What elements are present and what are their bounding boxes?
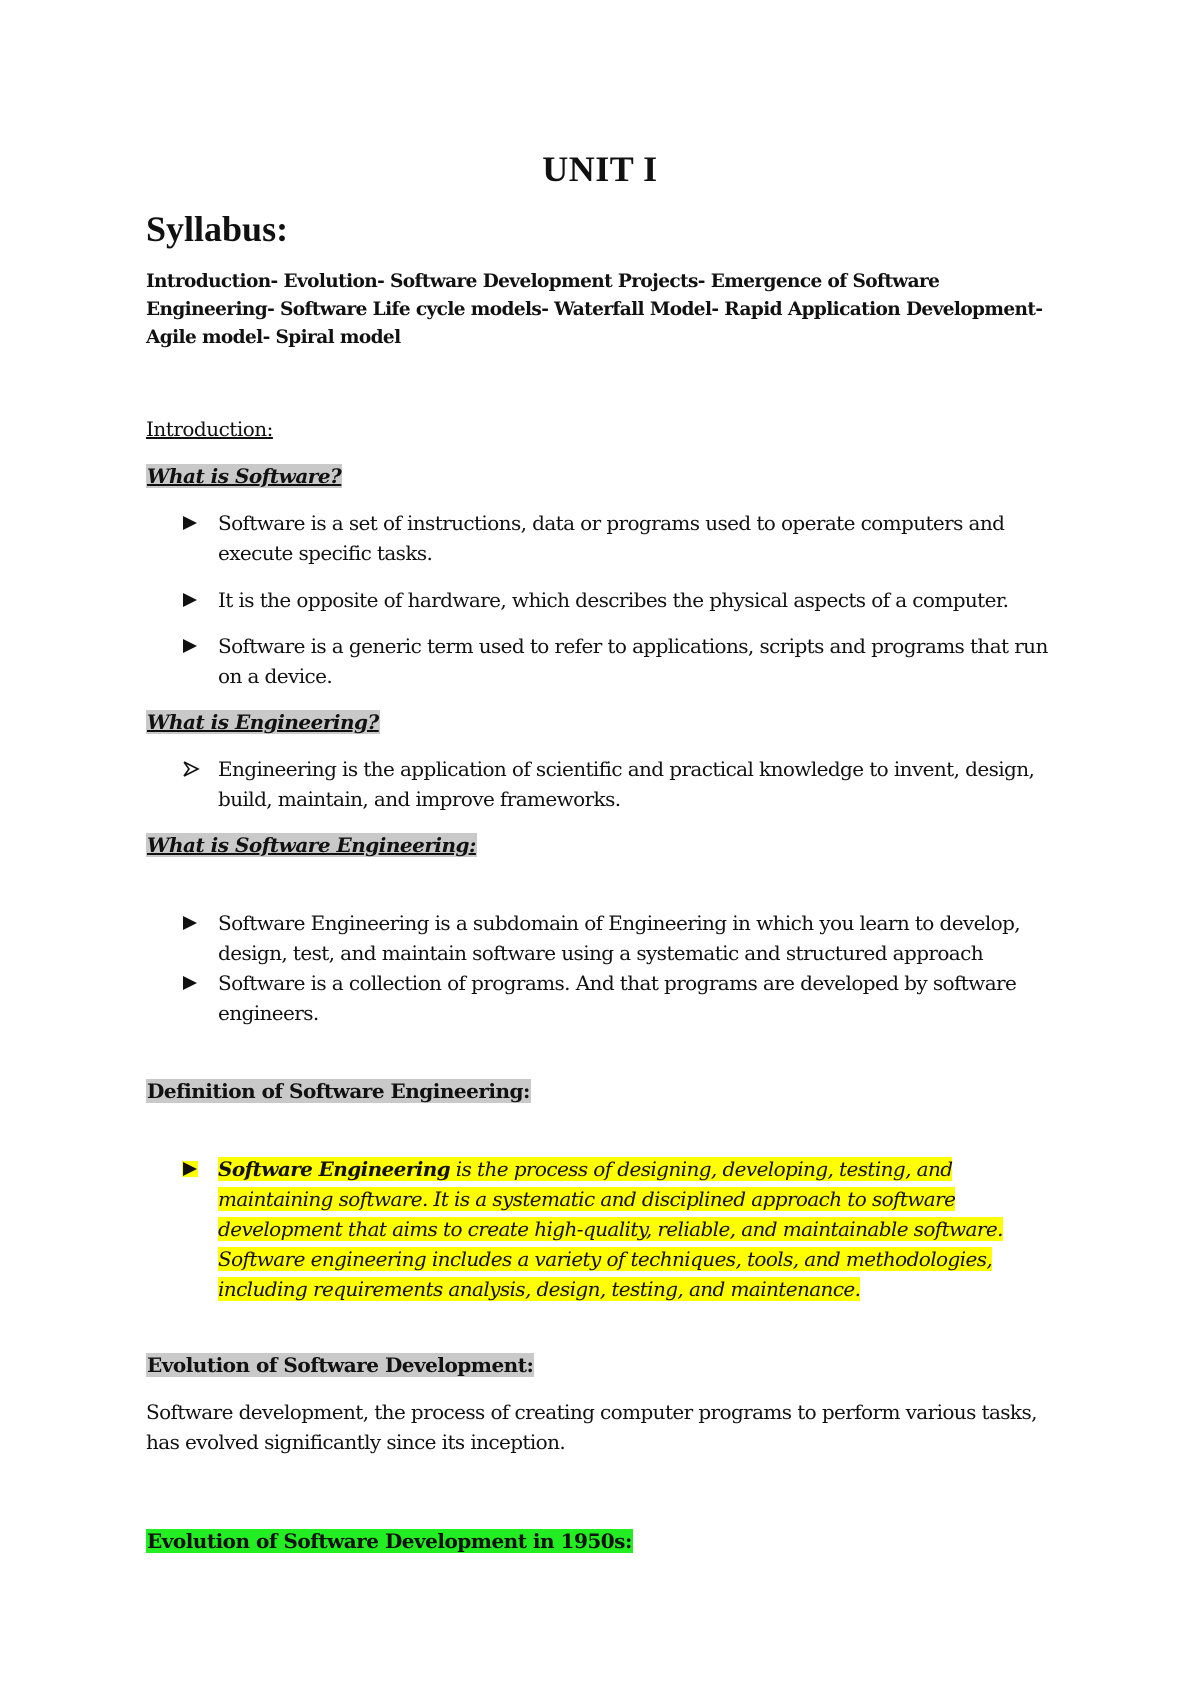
definition-text: [218, 1154, 1066, 1304]
list-item: [146, 508, 1066, 568]
triangle-bullet-icon: [182, 631, 204, 661]
evolution-1950s-heading: [146, 1528, 633, 1554]
list-item: [146, 631, 1066, 691]
triangle-bullet-icon: [182, 968, 204, 998]
introduction-heading: [146, 416, 273, 442]
evolution-paragraph: Software development, the process of creating computer programs to perform various tasks, has evolved significantly since its inception.: [146, 1400, 1037, 1454]
unit-title: UNIT I: [542, 149, 658, 189]
what-is-software-heading-text: What is Software?: [147, 464, 342, 488]
triangle-bullet-icon: [182, 585, 204, 615]
bullet-text: Software is a generic term used to refer to applications, scripts and programs that run on a device.: [218, 634, 1048, 688]
what-is-software-heading: [146, 463, 342, 489]
list-item: [146, 1154, 1066, 1304]
triangle-bullet-icon: [182, 1154, 204, 1184]
arrowhead-bullet-icon: [182, 754, 204, 784]
definition-heading: [146, 1078, 531, 1104]
list-item: [146, 585, 1066, 615]
bullet-text: Engineering is the application of scientific and practical knowledge to invent, design, build, maintain, and improve frameworks.: [218, 757, 1035, 811]
syllabus-topics: Introduction- Evolution- Software Development Projects- Emergence of Software Engineering- Software Life cycle models- Waterfall Model- Rapid Application Development- Agile model- Spiral model: [146, 271, 1043, 348]
bullet-text: Software is a collection of programs. And that programs are developed by software engineers.: [218, 971, 1017, 1025]
what-is-engineering-heading: [146, 709, 380, 735]
bullet-text: Software Engineering is a subdomain of Engineering in which you learn to develop, design, test, and maintain software using a systematic and structured approach: [218, 911, 1021, 965]
what-is-software-engineering-heading-text: What is Software Engineering:: [147, 833, 476, 857]
definition-term: Software Engineering: [218, 1157, 451, 1181]
what-is-engineering-heading-text: What is Engineering?: [147, 710, 379, 734]
bullet-text: Software is a set of instructions, data or programs used to operate computers and execute specific tasks.: [218, 511, 1005, 565]
list-item: [146, 754, 1066, 814]
definition-heading-text: Definition of Software Engineering:: [147, 1079, 530, 1103]
evolution-heading: [146, 1352, 534, 1378]
triangle-bullet-icon: [182, 508, 204, 538]
list-item: [146, 968, 1066, 1028]
definition-body: is the process of designing, developing, testing, and maintaining software. It is a systematic and disciplined approach to software development that aims to create high-quality, reliable, and maintainable software. Software engineering includes a variety of techniques, tools, and methodologies, including requirements analysis, design, testing, and maintenance.: [218, 1157, 1003, 1301]
triangle-bullet-icon: [182, 908, 204, 938]
evolution-1950s-heading-text: Evolution of Software Development in 1950s:: [147, 1529, 632, 1553]
definition-block: [218, 1157, 1003, 1301]
introduction-heading-text: Introduction:: [146, 417, 273, 441]
syllabus-heading: Syllabus:: [146, 209, 289, 249]
bullet-text: It is the opposite of hardware, which describes the physical aspects of a computer.: [218, 588, 1009, 612]
what-is-software-engineering-heading: [146, 832, 477, 858]
evolution-heading-text: Evolution of Software Development:: [147, 1353, 534, 1377]
list-item: [146, 908, 1066, 968]
